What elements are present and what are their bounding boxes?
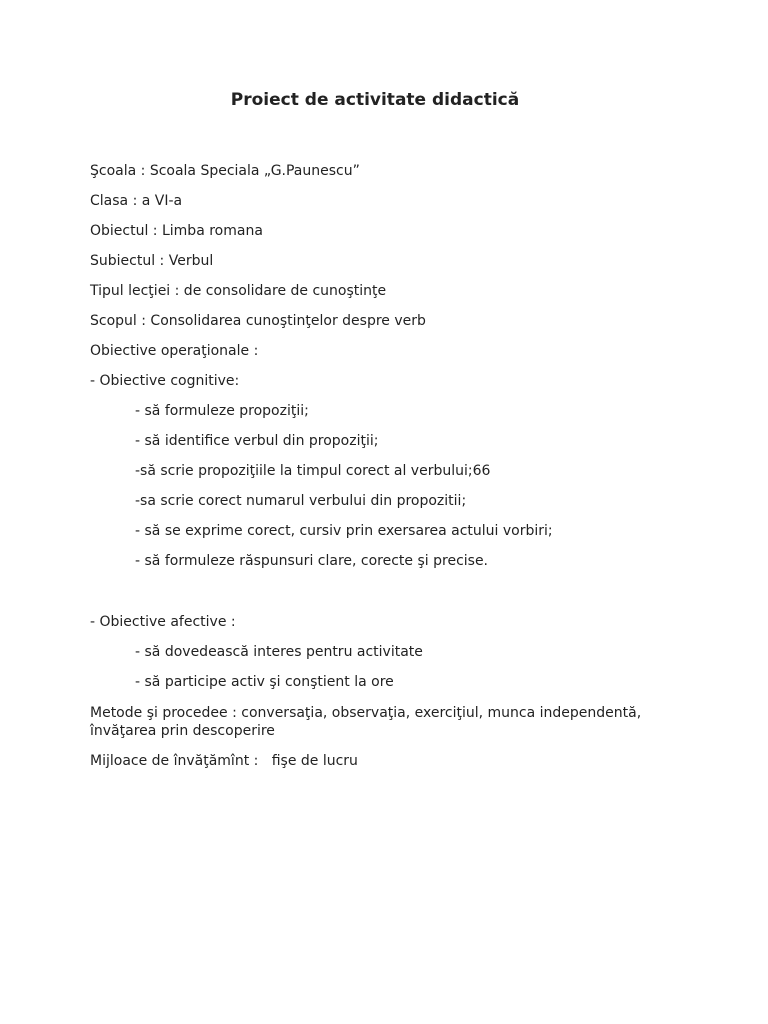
field-scopul: Scopul : Consolidarea cunoştinţelor despre verb xyxy=(90,313,426,329)
document-title: Proiect de activitate didactică xyxy=(230,90,520,110)
field-subiectul: Subiectul : Verbul xyxy=(90,253,214,269)
cognitive-item: - să formuleze răspunsuri clare, corecte şi precise. xyxy=(135,553,489,569)
cognitive-item: - să identifice verbul din propoziţii; xyxy=(135,433,379,449)
field-obiectul: Obiectul : Limba romana xyxy=(90,223,263,239)
cognitive-heading: - Obiective cognitive: xyxy=(90,373,240,389)
cognitive-item: -sa scrie corect numarul verbului din propozitii; xyxy=(135,493,467,509)
cognitive-item: - să se exprime corect, cursiv prin exersarea actului vorbiri; xyxy=(135,523,553,539)
field-obiective-operationale: Obiective operaţionale : xyxy=(90,343,259,359)
field-mijloace: Mijloace de învăţămînt : fişe de lucru xyxy=(90,753,358,769)
afective-item: - să participe activ şi conştient la ore xyxy=(135,674,394,690)
field-clasa: Clasa : a VI-a xyxy=(90,193,183,209)
cognitive-item: -să scrie propoziţiile la timpul corect al verbului;66 xyxy=(135,463,491,479)
afective-heading: - Obiective afective : xyxy=(90,614,236,630)
field-tipul-lectiei: Tipul lecţiei : de consolidare de cunoştinţe xyxy=(90,283,387,299)
field-scoala: Şcoala : Scoala Speciala „G.Paunescu” xyxy=(90,163,360,179)
field-metode: Metode şi procedee : conversaţia, observaţia, exerciţiul, munca independentă, învăţarea prin descoperire xyxy=(90,705,642,739)
afective-item: - să dovedească interes pentru activitate xyxy=(135,644,423,660)
cognitive-item: - să formuleze propoziţii; xyxy=(135,403,309,419)
